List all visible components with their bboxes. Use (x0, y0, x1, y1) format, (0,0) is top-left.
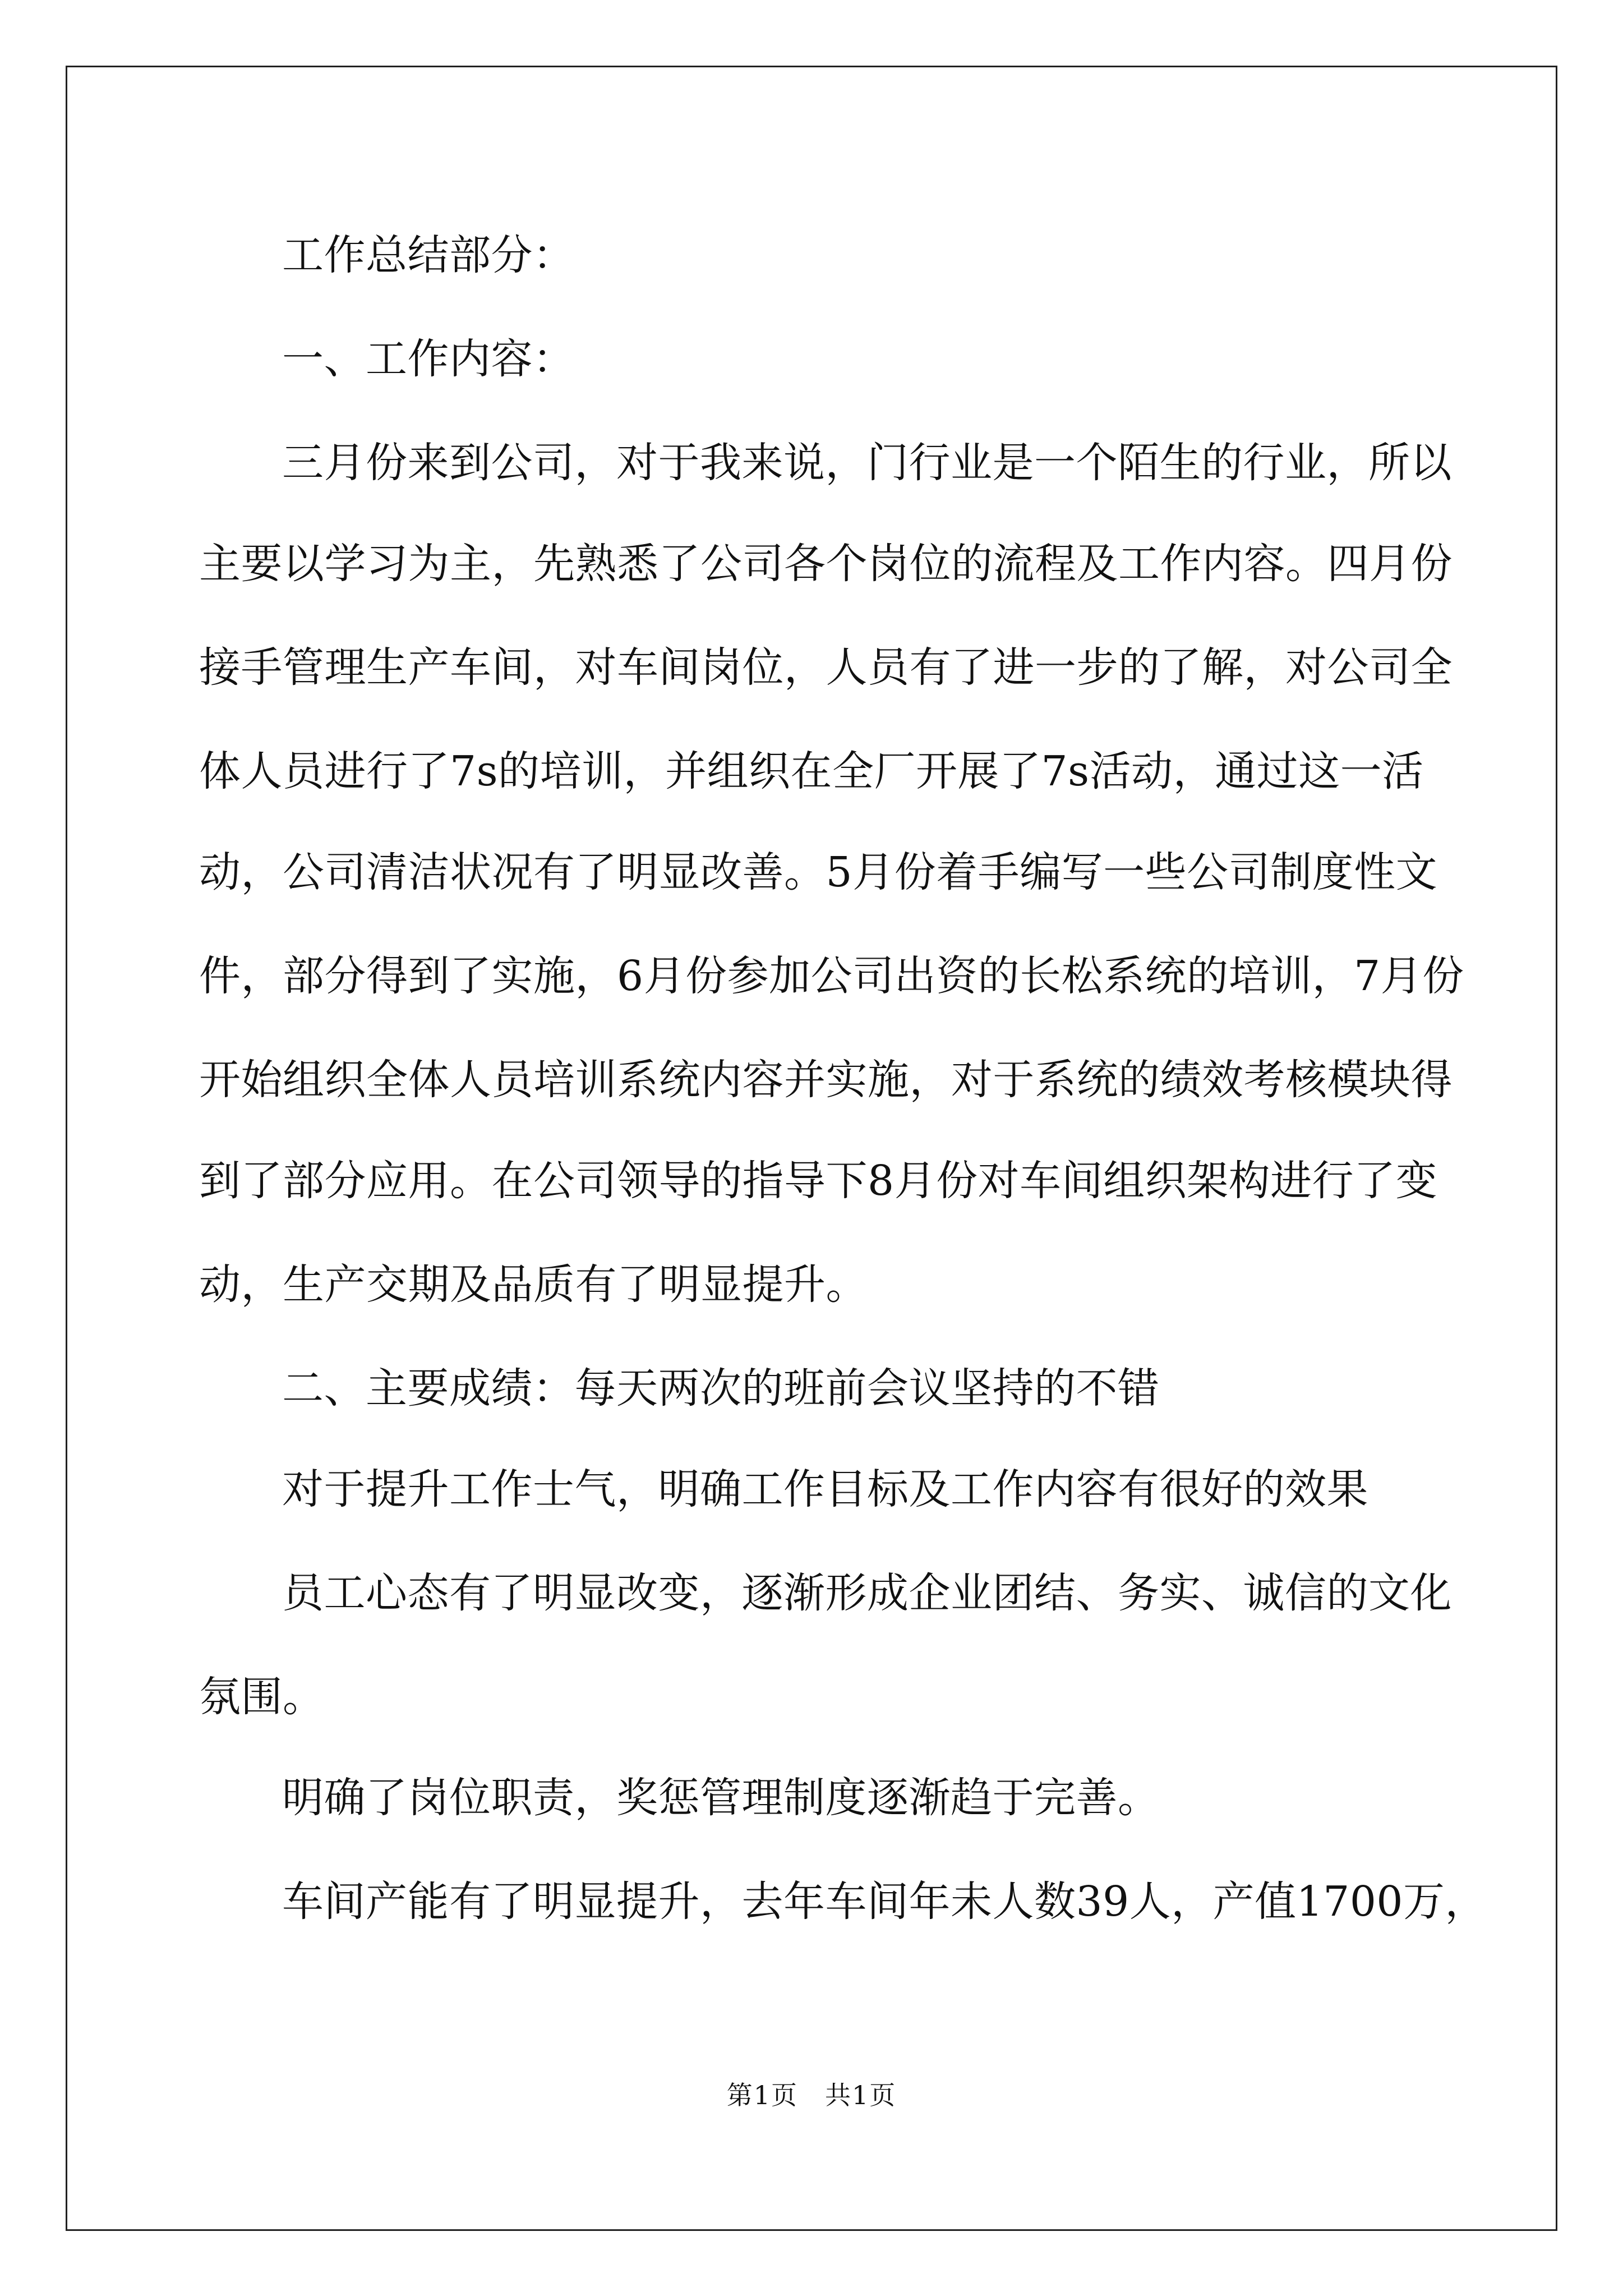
paragraph-line: 对于提升工作士气，明确工作目标及工作内容有很好的效果 (282, 1465, 1368, 1513)
paragraph-line: 件，部分得到了实施，6月份参加公司出资的长松系统的培训，7月份 (199, 952, 1464, 1000)
paragraph-line: 主要以学习为主，先熟悉了公司各个岗位的流程及工作内容。四月份 (199, 540, 1453, 588)
section-heading-work: 一、工作内容： (282, 335, 575, 383)
paragraph-line: 员工心态有了明显改变，逐渐形成企业团结、务实、诚信的文化 (282, 1569, 1452, 1617)
paragraph-line: 动，公司清洁状况有了明显改善。5月份着手编写一些公司制度性文 (199, 848, 1438, 896)
paragraph-line: 到了部分应用。在公司领导的指导下8月份对车间组织架构进行了变 (199, 1157, 1438, 1205)
section-heading-results: 二、主要成绩：每天两次的班前会议坚持的不错 (282, 1364, 1160, 1412)
paragraph-line: 动，生产交期及品质有了明显提升。 (199, 1260, 868, 1309)
section-heading-summary: 工作总结部分： (282, 231, 575, 279)
paragraph-line: 明确了岗位职责，奖惩管理制度逐渐趋于完善。 (282, 1774, 1160, 1822)
paragraph-line: 氛围。 (199, 1673, 325, 1721)
paragraph-line: 三月份来到公司，对于我来说，门行业是一个陌生的行业，所以 (282, 439, 1452, 487)
paragraph-line: 体人员进行了7s的培训，并组织在全厂开展了7s活动，通过这一活 (199, 747, 1424, 795)
paragraph-line: 车间产能有了明显提升，去年车间年未人数39人，产值1700万， (282, 1878, 1487, 1926)
paragraph-line: 开始组织全体人员培训系统内容并实施，对于系统的绩效考核模块得 (199, 1056, 1453, 1104)
page-number-footer: 第1页 共1页 (726, 2080, 897, 2110)
paragraph-line: 接手管理生产车间，对车间岗位，人员有了进一步的了解，对公司全 (199, 643, 1453, 692)
